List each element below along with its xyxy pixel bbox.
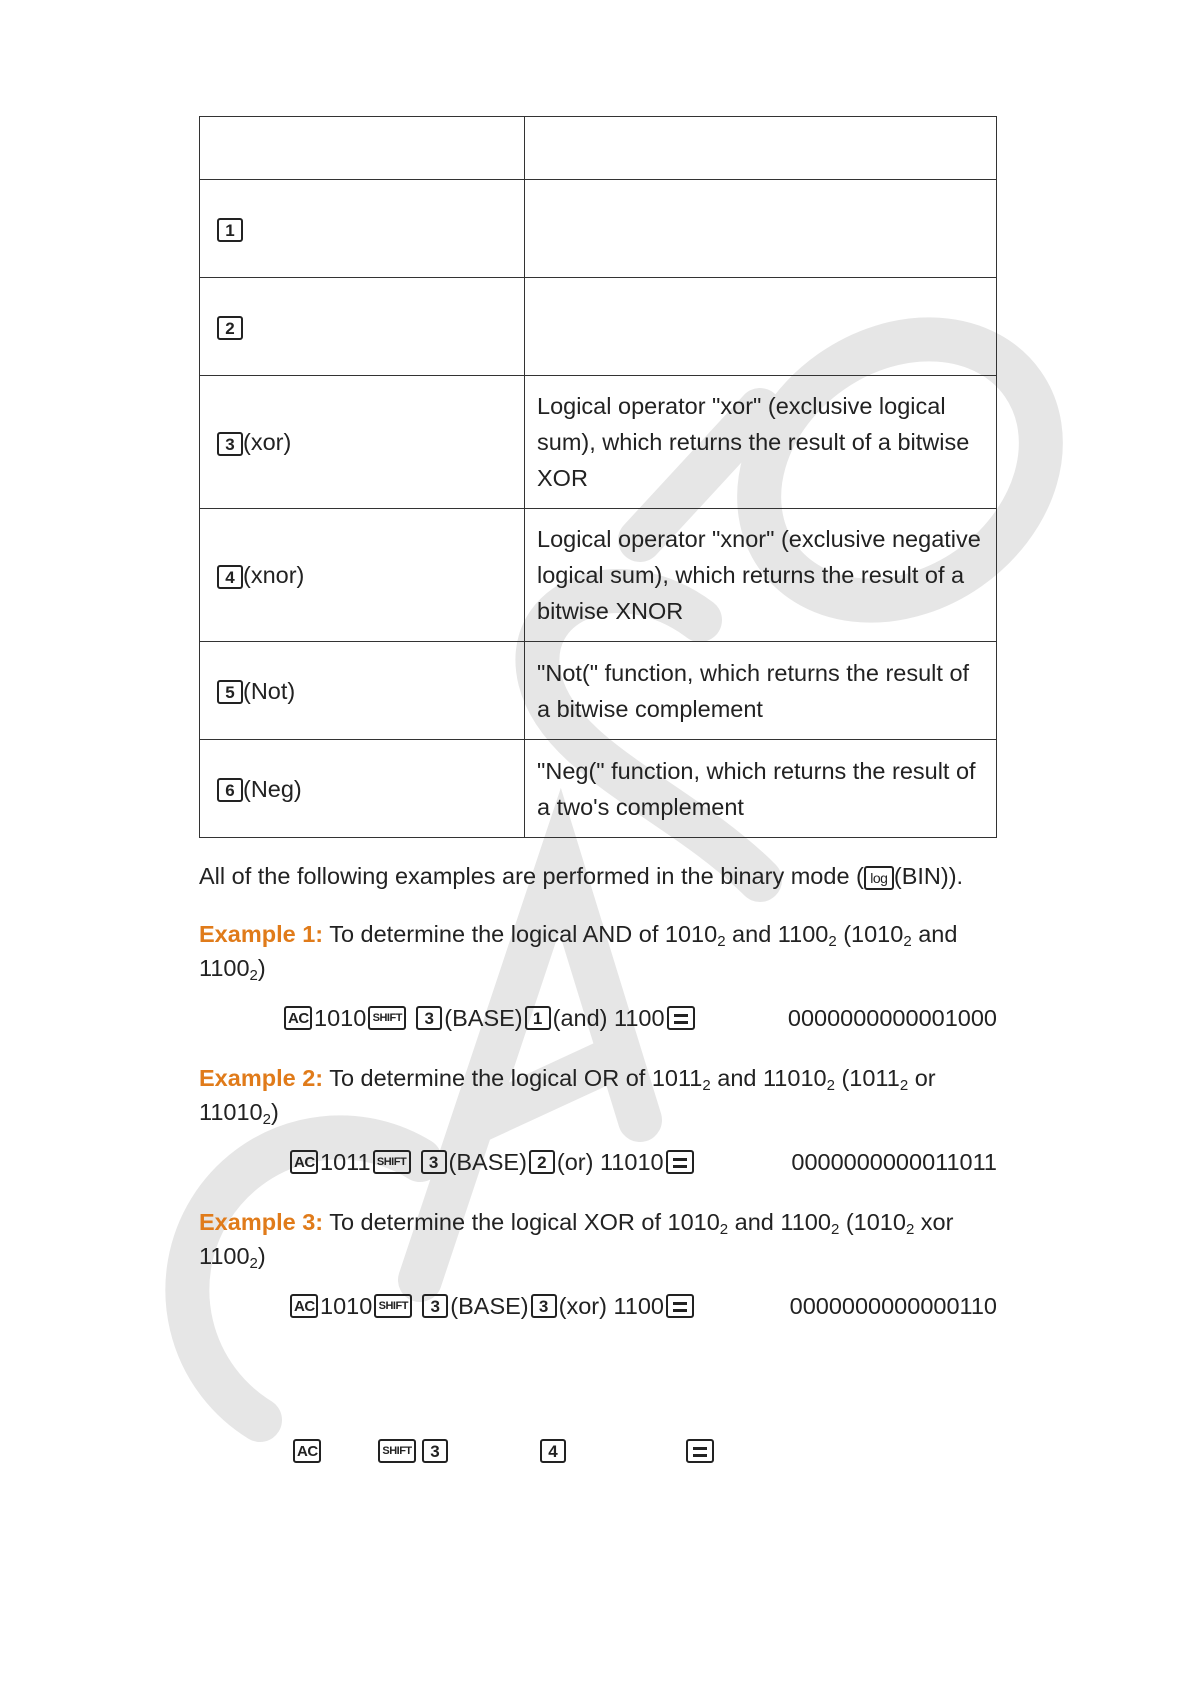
intro-text-before: All of the following examples are performed in the binary mode ( xyxy=(199,863,864,889)
key-cell xyxy=(200,509,525,642)
example-label: Example 3: xyxy=(199,1209,324,1235)
ac-key-icon: AC xyxy=(290,1150,318,1174)
example-2-heading-cont xyxy=(199,1099,279,1126)
example-text: or xyxy=(908,1065,936,1091)
subscript: 2 xyxy=(899,1077,909,1094)
table-row xyxy=(200,180,997,278)
keystroke-text: (or) 11010 xyxy=(556,1148,664,1175)
example-text: ) xyxy=(270,1099,279,1125)
key-3-icon: 3 xyxy=(217,432,243,456)
example-text: 11010 xyxy=(199,1099,263,1125)
key-4-icon: 4 xyxy=(540,1439,566,1463)
example-2-keystrokes xyxy=(290,1147,694,1177)
equals-key-icon xyxy=(666,1294,694,1318)
key-6-icon: 6 xyxy=(217,778,243,802)
table-row xyxy=(200,376,997,509)
example-text: and xyxy=(911,921,958,947)
example-label: Example 2: xyxy=(199,1065,324,1091)
key-3-icon: 3 xyxy=(422,1439,448,1463)
shift-key-icon: SHIFT xyxy=(368,1006,406,1030)
example-text: 1100 xyxy=(199,1243,250,1269)
keystroke-text: (and) 1100 xyxy=(552,1004,665,1031)
example-text: To determine the logical AND of 1010 xyxy=(323,921,718,947)
keystroke-text: (BASE) xyxy=(448,1148,527,1175)
keystroke-text: (BASE) xyxy=(444,1004,523,1031)
key-3-icon: 3 xyxy=(531,1294,557,1318)
example-1-keystrokes xyxy=(284,1003,695,1033)
example-text: (1010 xyxy=(836,921,904,947)
key-5-icon: 5 xyxy=(217,680,243,704)
operator-table xyxy=(199,116,997,838)
example-3-heading xyxy=(199,1209,953,1236)
key-cell xyxy=(200,278,525,376)
subscript: 2 xyxy=(826,1077,835,1094)
example-1-heading-cont xyxy=(199,955,266,982)
subscript: 2 xyxy=(719,1221,729,1238)
log-key-icon: log xyxy=(864,866,894,890)
table-row xyxy=(200,509,997,642)
subscript: 2 xyxy=(830,1221,840,1238)
key-cell xyxy=(200,376,525,509)
table-row xyxy=(200,278,997,376)
example-text: ) xyxy=(257,1243,266,1269)
table-header-row xyxy=(200,117,997,180)
desc-cell: "Neg(" function, which returns the result of a two's complement xyxy=(525,740,997,838)
keystroke-text: 1011 xyxy=(320,1148,371,1175)
header-cell-1 xyxy=(200,117,525,180)
keystroke-text: (BASE) xyxy=(450,1292,529,1319)
key-cell xyxy=(200,180,525,278)
example-text: and 1100 xyxy=(725,921,829,947)
header-cell-2 xyxy=(525,117,997,180)
shift-key-icon: SHIFT xyxy=(374,1294,412,1318)
subscript: 2 xyxy=(262,1111,271,1128)
shift-key-icon: SHIFT xyxy=(378,1439,416,1463)
example-3-heading-cont xyxy=(199,1243,266,1270)
example-1-heading xyxy=(199,921,957,948)
example-text: (1011 xyxy=(834,1065,900,1091)
key-1-icon: 1 xyxy=(217,218,243,242)
key-1-icon: 1 xyxy=(525,1006,551,1030)
key-3-icon: 3 xyxy=(421,1150,447,1174)
example-text: ) xyxy=(257,955,266,981)
key-4-icon: 4 xyxy=(217,565,243,589)
desc-cell xyxy=(525,278,997,376)
example-text: (1010 xyxy=(839,1209,906,1235)
subscript: 2 xyxy=(702,1077,711,1094)
desc-cell: "Not(" function, which returns the result of a bitwise complement xyxy=(525,642,997,740)
example-4-keystrokes xyxy=(293,1436,714,1466)
desc-cell: Logical operator "xnor" (exclusive negative logical sum), which returns the result of a bitwise XNOR xyxy=(525,509,997,642)
key-2-icon: 2 xyxy=(217,316,243,340)
table-row xyxy=(200,740,997,838)
equals-key-icon xyxy=(667,1006,695,1030)
intro-text-after: (BIN)). xyxy=(893,863,964,889)
example-text: To determine the logical OR of 1011 xyxy=(323,1065,703,1091)
key-cell xyxy=(200,740,525,838)
equals-key-icon xyxy=(686,1439,714,1463)
example-text: and 1100 xyxy=(728,1209,831,1235)
desc-cell xyxy=(525,180,997,278)
ac-key-icon: AC xyxy=(290,1294,318,1318)
desc-cell: Logical operator "xor" (exclusive logical sum), which returns the result of a bitwise XOR xyxy=(525,376,997,509)
subscript: 2 xyxy=(828,933,837,950)
subscript: 2 xyxy=(903,933,912,950)
example-text: To determine the logical XOR of 1010 xyxy=(323,1209,720,1235)
keystroke-text: 1010 xyxy=(320,1292,373,1319)
subscript: 2 xyxy=(717,933,726,950)
example-1-result: 0000000000001000 xyxy=(787,1005,997,1031)
keystroke-text: 1010 xyxy=(314,1004,367,1031)
subscript: 2 xyxy=(249,1255,258,1272)
key-3-icon: 3 xyxy=(422,1294,448,1318)
example-2-heading xyxy=(199,1065,936,1092)
key-3-icon: 3 xyxy=(416,1006,442,1030)
ac-key-icon: AC xyxy=(284,1006,312,1030)
example-label: Example 1: xyxy=(199,921,324,947)
example-3-result: 0000000000000110 xyxy=(789,1293,997,1319)
keystroke-text: (xor) 1100 xyxy=(558,1292,665,1319)
example-text: and 11010 xyxy=(710,1065,827,1091)
subscript: 2 xyxy=(249,967,258,984)
ac-key-icon: AC xyxy=(293,1439,321,1463)
key-2-icon: 2 xyxy=(529,1150,555,1174)
shift-key-icon: SHIFT xyxy=(373,1150,411,1174)
example-text: 1100 xyxy=(199,955,250,981)
key-label: (xnor) xyxy=(243,562,305,588)
example-text: xor xyxy=(914,1209,954,1235)
table-row xyxy=(200,642,997,740)
key-label: (Neg) xyxy=(243,775,302,802)
subscript: 2 xyxy=(905,1221,915,1238)
example-2-result: 0000000000011011 xyxy=(791,1149,997,1175)
intro-text xyxy=(199,863,963,890)
key-cell xyxy=(200,642,525,740)
example-3-keystrokes xyxy=(290,1291,694,1321)
equals-key-icon xyxy=(666,1150,694,1174)
key-label: (Not) xyxy=(243,677,296,704)
key-label: (xor) xyxy=(243,429,292,455)
